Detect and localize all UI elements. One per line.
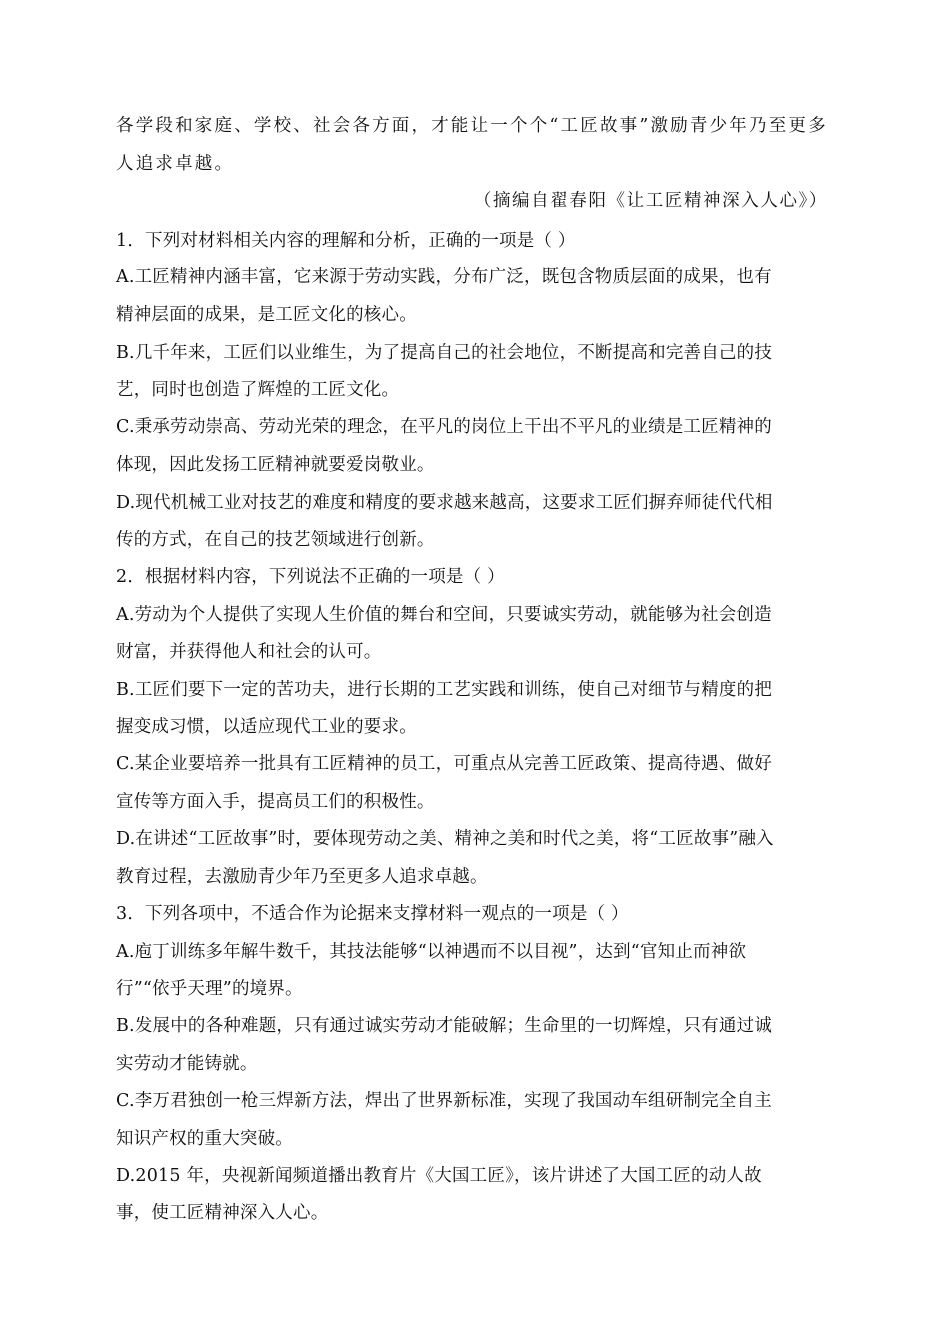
question-1-stem: 1．下列对材料相关内容的理解和分析，正确的一项是（ ） — [116, 231, 576, 251]
intro-line-1: 各学段和家庭、学校、社会各方面，才能让一个个“工匠故事”激励青少年乃至更多 — [116, 116, 828, 136]
q3-option-d-line-2: 事，使工匠精神深入人心。 — [116, 1203, 329, 1223]
q1-option-b-line-2: 艺，同时也创造了辉煌的工匠文化。 — [116, 380, 400, 400]
q2-option-a-line-1: A.劳动为个人提供了实现人生价值的舞台和空间，只要诚实劳动，就能够为社会创造 — [116, 605, 772, 625]
q1-option-b-line-1: B.几千年来，工匠们以业维生，为了提高自己的社会地位，不断提高和完善自己的技 — [116, 343, 773, 363]
source-citation: （摘编自翟春阳《让工匠精神深入人心》） — [473, 191, 828, 211]
q2-option-b-line-2: 握变成习惯，以适应现代工业的要求。 — [116, 717, 417, 737]
q2-option-b-line-1: B.工匠们要下一定的苦功夫，进行长期的工艺实践和训练，使自己对细节与精度的把 — [116, 680, 773, 700]
question-2-stem: 2．根据材料内容，下列说法不正确的一项是（ ） — [116, 567, 505, 587]
q3-option-b-line-1: B.发展中的各种难题，只有通过诚实劳动才能破解；生命里的一切辉煌，只有通过诚 — [116, 1016, 773, 1036]
q3-option-b-line-2: 实劳动才能铸就。 — [116, 1054, 258, 1074]
q3-option-d-line-1: D.2015 年，央视新闻频道播出教育片《大国工匠》，该片讲述了大国工匠的动人故 — [116, 1166, 762, 1186]
q2-option-a-line-2: 财富，并获得他人和社会的认可。 — [116, 642, 382, 662]
intro-line-2: 人追求卓越。 — [116, 154, 235, 174]
q1-option-a-line-1: A.工匠精神内涵丰富，它来源于劳动实践，分布广泛，既包含物质层面的成果，也有 — [116, 267, 772, 287]
q3-option-a-line-2: 行”“依乎天理”的境界。 — [116, 979, 303, 999]
q1-option-c-line-2: 体现，因此发扬工匠精神就要爱岗敬业。 — [116, 455, 435, 475]
q2-option-d-line-2: 教育过程，去激励青少年乃至更多人追求卓越。 — [116, 867, 488, 887]
q3-option-a-line-1: A.庖丁训练多年解牛数千，其技法能够“以神遇而不以目视”，达到“官知止而神欲 — [116, 942, 747, 962]
q3-option-c-line-1: C.李万君独创一枪三焊新方法，焊出了世界新标准，实现了我国动车组研制完全自主 — [116, 1091, 772, 1111]
question-3-stem: 3．下列各项中，不适合作为论据来支撑材料一观点的一项是（ ） — [116, 904, 629, 924]
q2-option-c-line-2: 宣传等方面入手，提高员工们的积极性。 — [116, 792, 435, 812]
q3-option-c-line-2: 知识产权的重大突破。 — [116, 1129, 293, 1149]
q1-option-a-line-2: 精神层面的成果，是工匠文化的核心。 — [116, 305, 417, 325]
q2-option-c-line-1: C.某企业要培养一批具有工匠精神的员工，可重点从完善工匠政策、提高待遇、做好 — [116, 754, 772, 774]
q1-option-d-line-2: 传的方式，在自己的技艺领域进行创新。 — [116, 530, 435, 550]
q1-option-c-line-1: C.秉承劳动崇高、劳动光荣的理念，在平凡的岗位上干出不平凡的业绩是工匠精神的 — [116, 417, 772, 437]
q2-option-d-line-1: D.在讲述“工匠故事”时，要体现劳动之美、精神之美和时代之美，将“工匠故事”融入 — [116, 829, 774, 849]
q1-option-d-line-1: D.现代机械工业对技艺的难度和精度的要求越来越高，这要求工匠们摒弃师徒代代相 — [116, 493, 773, 513]
